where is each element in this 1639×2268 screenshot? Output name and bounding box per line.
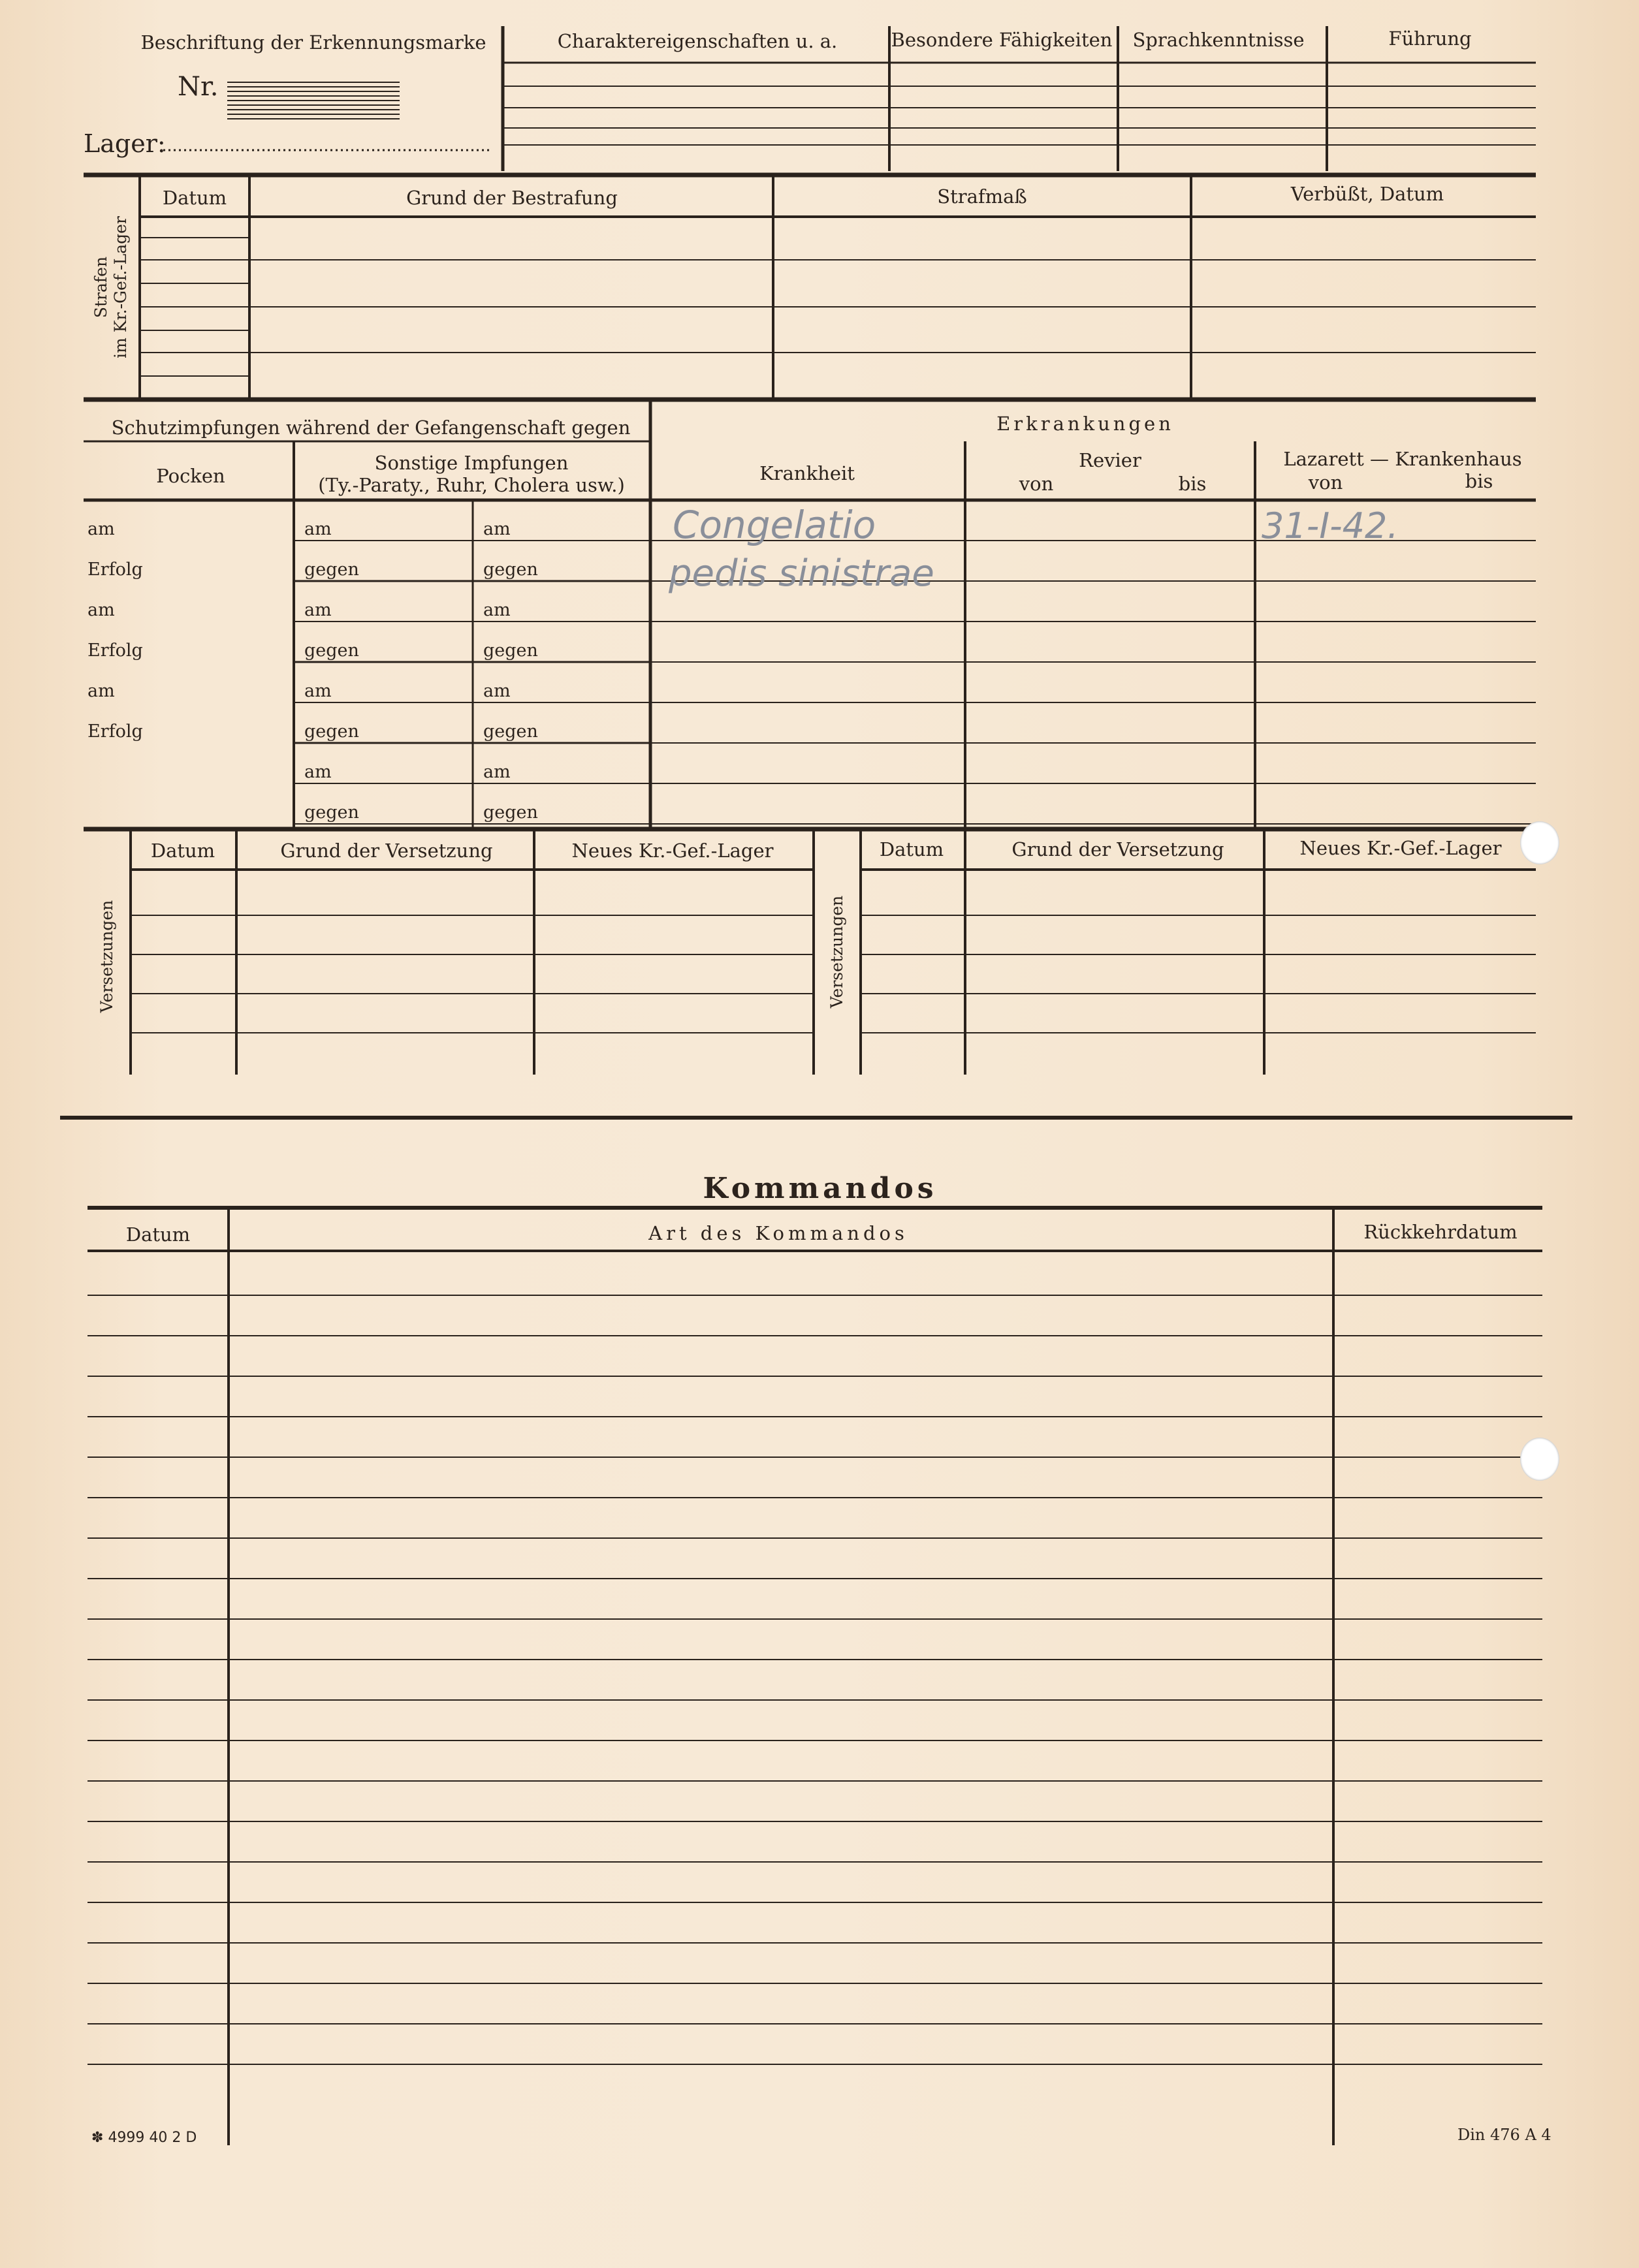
pocken-row-1: am [88, 519, 115, 539]
marke-label: Beschriftung der Erkennungsmarke [140, 31, 486, 54]
punch-hole-top [1520, 821, 1559, 864]
sonst-b-row-4: gegen [483, 640, 538, 661]
sonst-a-row-2: gegen [304, 559, 359, 580]
lazarett-bis: bis [1465, 470, 1493, 492]
impfungen-title: Schutzimpfungen während der Gefangenschaft gegen [111, 417, 631, 439]
sonst-b-row-8: gegen [483, 802, 538, 823]
col-faehigkeiten: Besondere Fähigkeiten [891, 29, 1113, 51]
strafen-side-label [91, 216, 131, 358]
vers-r-col-lager: Neues Kr.-Gef.-Lager [1299, 837, 1502, 859]
strafen-side-line1: Strafen [91, 256, 110, 319]
vers-r-col-grund: Grund der Versetzung [1011, 838, 1224, 860]
sonst-a-row-8: gegen [304, 802, 359, 823]
pocken-row-4: Erfolg [88, 640, 143, 661]
vers-l-col-datum: Datum [150, 840, 215, 862]
kommandos-col-datum: Datum [125, 1223, 191, 1246]
revier-bis: bis [1178, 473, 1207, 495]
erk-col-krankheit: Krankheit [759, 462, 855, 484]
impf-col-sonstige-2: (Ty.-Paraty., Ruhr, Cholera usw.) [318, 474, 625, 496]
lazarett-von: von [1308, 471, 1343, 494]
erkrankungen-title: Erkrankungen [996, 413, 1174, 435]
col-charakter: Charaktereigenschaften u. a. [557, 30, 838, 52]
kommandos-title: Kommandos [703, 1172, 938, 1205]
erk-col-revier: Revier [1079, 449, 1141, 471]
revier-von: von [1019, 473, 1054, 495]
pocken-row-3: am [88, 600, 115, 620]
strafen-col-datum: Datum [162, 187, 227, 209]
sonst-a-row-5: am [304, 681, 332, 701]
print-mark-icon: ✽ [91, 2130, 104, 2146]
strafen-side-line2: im Kr.-Gef.-Lager [111, 216, 130, 358]
sonst-b-row-7: am [483, 762, 511, 782]
strafen-col-strafmass: Strafmaß [937, 185, 1027, 208]
sonst-b-row-6: gegen [483, 721, 538, 742]
impf-col-pocken: Pocken [156, 465, 225, 487]
vers-r-col-datum: Datum [879, 838, 944, 860]
erk-col-lazarett: Lazarett — Krankenhaus [1283, 448, 1522, 470]
sonst-a-row-1: am [304, 519, 332, 539]
punch-hole-bottom [1520, 1438, 1559, 1481]
lager-label: Lager: [84, 129, 166, 158]
sonst-b-row-2: gegen [483, 559, 538, 580]
sonst-a-row-4: gegen [304, 640, 359, 661]
handwritten-lazarett-date: 31-I-42. [1262, 505, 1399, 546]
strafen-col-verbuesst: Verbüßt, Datum [1290, 183, 1444, 205]
sonst-a-row-6: gegen [304, 721, 359, 742]
pocken-row-6: Erfolg [88, 721, 143, 742]
sonst-b-row-5: am [483, 681, 511, 701]
vers-l-col-grund: Grund der Versetzung [280, 840, 493, 862]
versetzungen-left-label: Versetzungen [97, 900, 116, 1013]
handwritten-disease-line2: pedis sinistrae [669, 552, 934, 595]
print-code-text: 4999 40 2 D [108, 2130, 197, 2146]
din-label: Din 476 A 4 [1457, 2126, 1551, 2144]
sonst-a-row-3: am [304, 600, 332, 620]
pocken-row-2: Erfolg [88, 559, 143, 580]
sonst-b-row-1: am [483, 519, 511, 539]
sonst-a-row-7: am [304, 762, 332, 782]
vers-l-col-lager: Neues Kr.-Gef.-Lager [571, 840, 774, 862]
strafen-col-grund: Grund der Bestrafung [406, 187, 618, 209]
impf-col-sonstige-1: Sonstige Impfungen [374, 452, 569, 474]
kommandos-col-rueckkehr: Rückkehrdatum [1363, 1221, 1518, 1243]
nr-label: Nr. [178, 72, 219, 102]
kommandos-col-art: Art des Kommandos [648, 1222, 908, 1244]
handwritten-disease-line1: Congelatio [673, 503, 876, 547]
col-fuehrung: Führung [1388, 27, 1472, 50]
print-code [91, 2130, 197, 2146]
col-sprachkenntnisse: Sprachkenntnisse [1132, 29, 1305, 51]
versetzungen-right-label: Versetzungen [827, 895, 846, 1009]
sonst-b-row-3: am [483, 600, 511, 620]
pocken-row-5: am [88, 681, 115, 701]
